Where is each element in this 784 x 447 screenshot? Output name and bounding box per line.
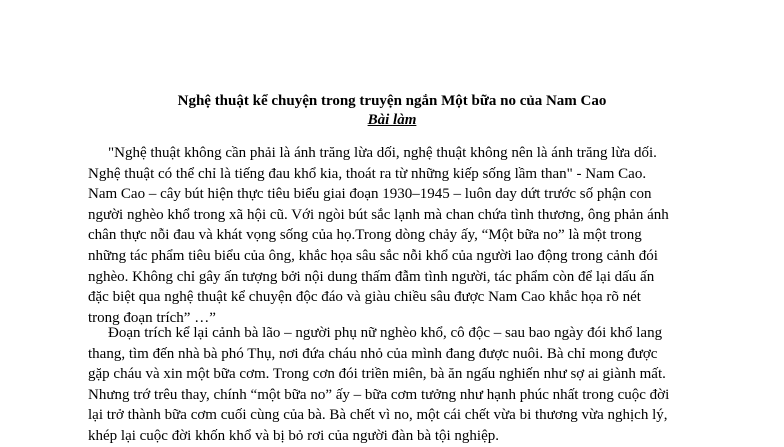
paragraph-line: lại trở thành bữa cơm cuối cùng của bà. Bà chết vì no, một cái chết vừa bi thương vừa nghịch lý, [88,407,668,424]
paragraph-line: gặp cháu và xin một bữa cơm. Trong cơn đói triền miên, bà ăn ngấu nghiến như sợ ai giành mất. [88,366,666,383]
paragraph-line: người nghèo khổ trong xã hội cũ. Với ngòi bút sắc lạnh mà chan chứa tình thương, ông phản ánh [88,206,669,223]
paragraph-line: "Nghệ thuật không cần phải là ánh trăng lừa dối, nghệ thuật không nên là ánh trăng lừa dối. [108,145,657,161]
paragraph-line: trong đoạn trích” …” [88,309,216,326]
paragraph-line: thang, tìm đến nhà bà phó Thụ, nơi đứa cháu nhỏ của mình đang được nuôi. Bà chỉ mong được [88,345,658,362]
paragraph-2 [88,323,738,447]
paragraph-line: nghèo. Không chỉ gây ấn tượng bởi nội dung thấm đẫm tình người, tác phẩm còn để lại dấu ấn [88,268,655,285]
paragraph-line: Nghệ thuật có thể chỉ là tiếng đau khổ kia, thoát ra từ những kiếp sống lầm than" - Nam Cao. [88,165,647,182]
document-title: Nghệ thuật kể chuyện trong truyện ngắn Một bữa no của Nam Cao [177,93,607,109]
paragraph-line: khép lại cuộc đời khốn khổ và bị bỏ rơi của người đàn bà tội nghiệp. [88,427,500,444]
paragraph-line: đặc biệt qua nghệ thuật kể chuyện độc đáo và giàu chiều sâu được Nam Cao khắc họa rõ nét [88,289,641,306]
paragraph-line: Nhưng trớ trêu thay, chính “một bữa no” ấy – bữa cơm tưởng như hạnh phúc nhất trong cuộc đời [88,386,670,403]
paragraph-1 [88,143,738,328]
document-subtitle: Bài làm [367,112,417,128]
paragraph-line: Đoạn trích kể lại cảnh bà lão – người phụ nữ nghèo khổ, cô độc – sau bao ngày đói khổ lang [108,325,663,341]
paragraph-line: chân thực nỗi đau và khát vọng sống của họ.Trong dòng chảy ấy, “Một bữa no” là một trong [88,227,642,244]
paragraph-line: Nam Cao – cây bút hiện thực tiêu biểu giai đoạn 1930–1945 – luôn day dứt trước số phận con [88,186,652,203]
paragraph-line: những tác phẩm tiêu biểu của ông, khắc họa sâu sắc nỗi khổ của người lao động trong cảnh đói [88,247,658,264]
